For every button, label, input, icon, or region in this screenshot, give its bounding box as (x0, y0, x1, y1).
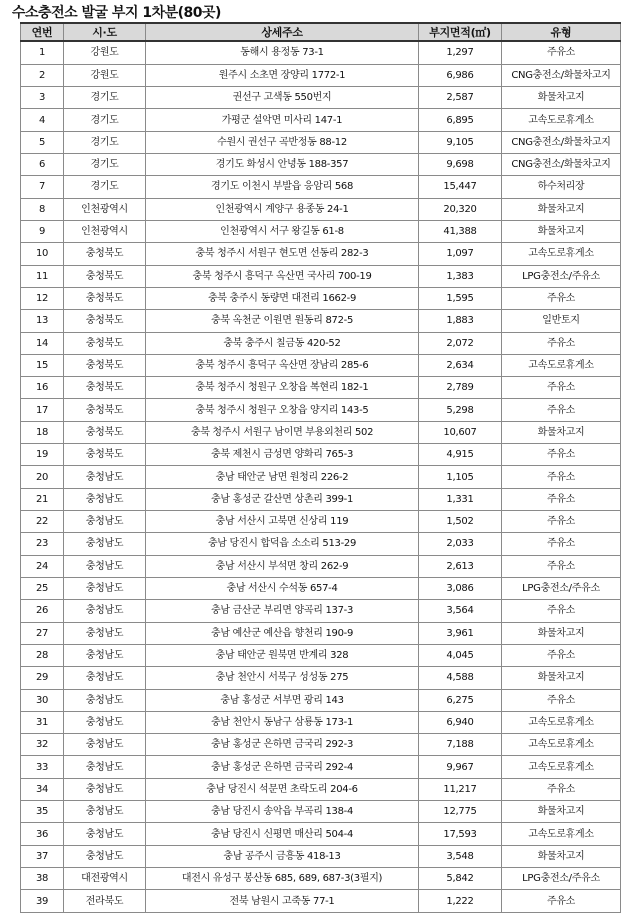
cell-address: 충남 태안군 원북면 반계리 328 (146, 644, 419, 666)
cell-address: 대전시 유성구 봉산동 685, 689, 687-3(3필지) (146, 868, 419, 890)
cell-area: 3,564 (419, 600, 502, 622)
cell-type: CNG충전소/화물차고지 (502, 64, 621, 86)
cell-region: 인천광역시 (64, 220, 146, 242)
cell-area: 2,613 (419, 555, 502, 577)
cell-area: 12,775 (419, 801, 502, 823)
table-body (21, 41, 621, 913)
cell-no: 28 (21, 644, 64, 666)
cell-address: 원주시 소초면 장양리 1772-1 (146, 64, 419, 86)
cell-address: 충남 공주시 금흥동 418-13 (146, 845, 419, 867)
table-row (21, 109, 621, 131)
table-row (21, 600, 621, 622)
cell-no: 27 (21, 622, 64, 644)
cell-no: 39 (21, 890, 64, 913)
cell-area: 10,607 (419, 421, 502, 443)
cell-address: 충남 태안군 남면 원청리 226-2 (146, 466, 419, 488)
cell-area: 3,961 (419, 622, 502, 644)
document-title: 수소충전소 발굴 부지 1차분(80곳) (12, 5, 221, 21)
cell-area: 2,587 (419, 87, 502, 109)
cell-area: 1,297 (419, 41, 502, 64)
header-type: 유형 (502, 23, 621, 41)
cell-type: 주유소 (502, 644, 621, 666)
table-row (21, 287, 621, 309)
table-row (21, 622, 621, 644)
cell-type: 화물차고지 (502, 845, 621, 867)
cell-region: 충청북도 (64, 265, 146, 287)
cell-address: 충북 청주시 청원구 오창읍 양지리 143-5 (146, 399, 419, 421)
cell-region: 충청북도 (64, 444, 146, 466)
header-region: 시·도 (64, 23, 146, 41)
table-row (21, 667, 621, 689)
cell-address: 충남 당진시 합덕읍 소소리 513-29 (146, 533, 419, 555)
cell-no: 13 (21, 310, 64, 332)
table-row (21, 131, 621, 153)
cell-area: 15,447 (419, 176, 502, 198)
cell-no: 20 (21, 466, 64, 488)
cell-type: 화물차고지 (502, 220, 621, 242)
cell-no: 5 (21, 131, 64, 153)
table-row (21, 868, 621, 890)
cell-area: 9,698 (419, 154, 502, 176)
cell-address: 충북 옥천군 이원면 원동리 872-5 (146, 310, 419, 332)
cell-type: CNG충전소/화물차고지 (502, 154, 621, 176)
cell-area: 1,097 (419, 243, 502, 265)
cell-type: 화물차고지 (502, 667, 621, 689)
cell-address: 충남 예산군 예산읍 향천리 190-9 (146, 622, 419, 644)
cell-region: 충청남도 (64, 689, 146, 711)
cell-no: 18 (21, 421, 64, 443)
table-row (21, 555, 621, 577)
cell-no: 26 (21, 600, 64, 622)
cell-area: 4,915 (419, 444, 502, 466)
cell-area: 1,331 (419, 488, 502, 510)
cell-no: 22 (21, 511, 64, 533)
cell-region: 경기도 (64, 176, 146, 198)
cell-address: 충남 홍성군 은하면 금국리 292-3 (146, 734, 419, 756)
cell-region: 충청남도 (64, 577, 146, 599)
cell-area: 1,105 (419, 466, 502, 488)
table-row (21, 377, 621, 399)
table-row (21, 778, 621, 800)
cell-region: 충청북도 (64, 287, 146, 309)
table-row (21, 265, 621, 287)
cell-region: 충청남도 (64, 488, 146, 510)
table-row (21, 354, 621, 376)
cell-no: 6 (21, 154, 64, 176)
cell-no: 17 (21, 399, 64, 421)
table-row (21, 87, 621, 109)
cell-no: 30 (21, 689, 64, 711)
cell-region: 충청북도 (64, 399, 146, 421)
table-row (21, 220, 621, 242)
cell-region: 충청남도 (64, 466, 146, 488)
cell-region: 대전광역시 (64, 868, 146, 890)
cell-region: 전라북도 (64, 890, 146, 913)
cell-region: 경기도 (64, 109, 146, 131)
cell-no: 29 (21, 667, 64, 689)
cell-region: 충청남도 (64, 845, 146, 867)
cell-no: 32 (21, 734, 64, 756)
cell-address: 충남 천안시 서북구 성성동 275 (146, 667, 419, 689)
table-row (21, 176, 621, 198)
cell-address: 인천광역시 서구 왕길동 61-8 (146, 220, 419, 242)
table-row (21, 154, 621, 176)
cell-type: 주유소 (502, 332, 621, 354)
cell-region: 충청남도 (64, 711, 146, 733)
cell-type: LPG충전소/주유소 (502, 265, 621, 287)
table-row (21, 823, 621, 845)
table-row (21, 310, 621, 332)
cell-type: 고속도로휴게소 (502, 354, 621, 376)
cell-type: LPG충전소/주유소 (502, 577, 621, 599)
header-no: 연번 (21, 23, 64, 41)
cell-region: 충청북도 (64, 421, 146, 443)
cell-address: 경기도 이천시 부발읍 응암리 568 (146, 176, 419, 198)
cell-region: 충청남도 (64, 778, 146, 800)
cell-address: 인천광역시 계양구 용종동 24-1 (146, 198, 419, 220)
cell-region: 충청남도 (64, 555, 146, 577)
cell-type: 주유소 (502, 466, 621, 488)
cell-region: 충청남도 (64, 622, 146, 644)
cell-area: 1,502 (419, 511, 502, 533)
cell-no: 10 (21, 243, 64, 265)
table-row (21, 444, 621, 466)
cell-type: 주유소 (502, 41, 621, 64)
cell-region: 강원도 (64, 41, 146, 64)
cell-region: 충청북도 (64, 377, 146, 399)
cell-no: 33 (21, 756, 64, 778)
cell-address: 충남 당진시 신평면 매산리 504-4 (146, 823, 419, 845)
cell-region: 충청남도 (64, 667, 146, 689)
cell-area: 1,883 (419, 310, 502, 332)
cell-region: 충청남도 (64, 533, 146, 555)
cell-area: 9,967 (419, 756, 502, 778)
cell-no: 4 (21, 109, 64, 131)
cell-type: CNG충전소/화물차고지 (502, 131, 621, 153)
cell-no: 35 (21, 801, 64, 823)
cell-address: 충북 청주시 서원구 남이면 부용외천리 502 (146, 421, 419, 443)
header-address: 상세주소 (146, 23, 419, 41)
cell-type: 화물차고지 (502, 421, 621, 443)
cell-type: 고속도로휴게소 (502, 109, 621, 131)
cell-address: 수원시 권선구 곡반정동 88-12 (146, 131, 419, 153)
cell-area: 5,298 (419, 399, 502, 421)
cell-type: 일반토지 (502, 310, 621, 332)
cell-no: 23 (21, 533, 64, 555)
cell-address: 충북 충주시 동량면 대전리 1662-9 (146, 287, 419, 309)
cell-address: 충북 제천시 금성면 양화리 765-3 (146, 444, 419, 466)
table-row (21, 332, 621, 354)
table-row (21, 533, 621, 555)
cell-no: 36 (21, 823, 64, 845)
cell-area: 11,217 (419, 778, 502, 800)
cell-address: 충북 청주시 흥덕구 옥산면 장남리 285-6 (146, 354, 419, 376)
cell-address: 충남 홍성군 은하면 금국리 292-4 (146, 756, 419, 778)
cell-type: 화물차고지 (502, 87, 621, 109)
cell-region: 충청북도 (64, 332, 146, 354)
cell-area: 3,086 (419, 577, 502, 599)
cell-type: 주유소 (502, 689, 621, 711)
cell-type: LPG충전소/주유소 (502, 868, 621, 890)
cell-type: 주유소 (502, 600, 621, 622)
cell-area: 20,320 (419, 198, 502, 220)
cell-area: 4,045 (419, 644, 502, 666)
cell-type: 주유소 (502, 444, 621, 466)
table-row (21, 644, 621, 666)
cell-address: 충북 청주시 청원구 오창읍 복현리 182-1 (146, 377, 419, 399)
table-row (21, 198, 621, 220)
cell-address: 동해시 용정동 73-1 (146, 41, 419, 64)
table-row (21, 577, 621, 599)
cell-address: 충북 청주시 흥덕구 옥산면 국사리 700-19 (146, 265, 419, 287)
cell-type: 고속도로휴게소 (502, 823, 621, 845)
cell-region: 충청남도 (64, 823, 146, 845)
cell-address: 경기도 화성시 안녕동 188-357 (146, 154, 419, 176)
cell-area: 1,595 (419, 287, 502, 309)
table-row (21, 734, 621, 756)
table-row (21, 399, 621, 421)
cell-area: 6,940 (419, 711, 502, 733)
table-row (21, 41, 621, 64)
cell-region: 충청북도 (64, 243, 146, 265)
cell-area: 17,593 (419, 823, 502, 845)
cell-region: 경기도 (64, 87, 146, 109)
cell-region: 인천광역시 (64, 198, 146, 220)
table-header-row (21, 23, 621, 41)
cell-type: 주유소 (502, 890, 621, 913)
cell-no: 19 (21, 444, 64, 466)
cell-no: 38 (21, 868, 64, 890)
table-row (21, 845, 621, 867)
cell-no: 8 (21, 198, 64, 220)
cell-region: 충청북도 (64, 354, 146, 376)
cell-address: 충남 당진시 석문면 초락도리 204-6 (146, 778, 419, 800)
cell-address: 가평군 설악면 미사리 147-1 (146, 109, 419, 131)
cell-type: 주유소 (502, 511, 621, 533)
cell-type: 주유소 (502, 377, 621, 399)
cell-no: 21 (21, 488, 64, 510)
cell-region: 충청남도 (64, 511, 146, 533)
cell-type: 하수처리장 (502, 176, 621, 198)
cell-no: 15 (21, 354, 64, 376)
cell-area: 7,188 (419, 734, 502, 756)
cell-no: 9 (21, 220, 64, 242)
table-row (21, 64, 621, 86)
cell-address: 충남 천안시 동남구 삼룡동 173-1 (146, 711, 419, 733)
table-row (21, 801, 621, 823)
cell-area: 6,895 (419, 109, 502, 131)
cell-address: 충남 서산시 수석동 657-4 (146, 577, 419, 599)
table-row (21, 421, 621, 443)
table-row (21, 711, 621, 733)
cell-address: 충북 충주시 칠금동 420-52 (146, 332, 419, 354)
cell-address: 충남 홍성군 갈산면 상촌리 399-1 (146, 488, 419, 510)
cell-no: 3 (21, 87, 64, 109)
cell-region: 충청남도 (64, 600, 146, 622)
cell-no: 25 (21, 577, 64, 599)
cell-address: 충남 금산군 부리면 양곡리 137-3 (146, 600, 419, 622)
cell-area: 5,842 (419, 868, 502, 890)
cell-address: 전북 남원시 고죽동 77-1 (146, 890, 419, 913)
cell-type: 고속도로휴게소 (502, 243, 621, 265)
cell-address: 충북 청주시 서원구 현도면 선동리 282-3 (146, 243, 419, 265)
cell-region: 충청북도 (64, 310, 146, 332)
cell-address: 충남 당진시 송악읍 부곡리 138-4 (146, 801, 419, 823)
cell-no: 11 (21, 265, 64, 287)
cell-type: 고속도로휴게소 (502, 756, 621, 778)
table-row (21, 890, 621, 913)
cell-type: 고속도로휴게소 (502, 734, 621, 756)
table-row (21, 243, 621, 265)
cell-type: 화물차고지 (502, 198, 621, 220)
cell-region: 경기도 (64, 154, 146, 176)
cell-region: 강원도 (64, 64, 146, 86)
cell-area: 3,548 (419, 845, 502, 867)
cell-region: 충청남도 (64, 734, 146, 756)
cell-area: 6,986 (419, 64, 502, 86)
header-area: 부지면적(㎡) (419, 23, 502, 41)
cell-address: 권선구 고색동 550번지 (146, 87, 419, 109)
cell-region: 충청남도 (64, 644, 146, 666)
cell-type: 주유소 (502, 488, 621, 510)
cell-type: 주유소 (502, 778, 621, 800)
cell-address: 충남 서산시 고북면 신상리 119 (146, 511, 419, 533)
cell-no: 2 (21, 64, 64, 86)
table-row (21, 511, 621, 533)
cell-region: 충청남도 (64, 801, 146, 823)
cell-no: 31 (21, 711, 64, 733)
cell-type: 주유소 (502, 533, 621, 555)
cell-type: 화물차고지 (502, 622, 621, 644)
cell-no: 37 (21, 845, 64, 867)
cell-no: 12 (21, 287, 64, 309)
cell-type: 주유소 (502, 399, 621, 421)
cell-address: 충남 서산시 부석면 창리 262-9 (146, 555, 419, 577)
cell-area: 1,222 (419, 890, 502, 913)
cell-type: 주유소 (502, 287, 621, 309)
table-row (21, 466, 621, 488)
cell-region: 경기도 (64, 131, 146, 153)
cell-area: 6,275 (419, 689, 502, 711)
cell-region: 충청남도 (64, 756, 146, 778)
cell-area: 1,383 (419, 265, 502, 287)
cell-area: 2,072 (419, 332, 502, 354)
table-row (21, 756, 621, 778)
cell-area: 2,033 (419, 533, 502, 555)
cell-type: 화물차고지 (502, 801, 621, 823)
site-table (20, 22, 621, 913)
cell-no: 34 (21, 778, 64, 800)
cell-area: 4,588 (419, 667, 502, 689)
cell-address: 충남 홍성군 서부면 광리 143 (146, 689, 419, 711)
cell-no: 24 (21, 555, 64, 577)
cell-no: 16 (21, 377, 64, 399)
cell-type: 주유소 (502, 555, 621, 577)
cell-no: 1 (21, 41, 64, 64)
cell-area: 41,388 (419, 220, 502, 242)
cell-area: 9,105 (419, 131, 502, 153)
cell-area: 2,789 (419, 377, 502, 399)
cell-no: 7 (21, 176, 64, 198)
table-row (21, 488, 621, 510)
cell-area: 2,634 (419, 354, 502, 376)
cell-type: 고속도로휴게소 (502, 711, 621, 733)
table-row (21, 689, 621, 711)
cell-no: 14 (21, 332, 64, 354)
